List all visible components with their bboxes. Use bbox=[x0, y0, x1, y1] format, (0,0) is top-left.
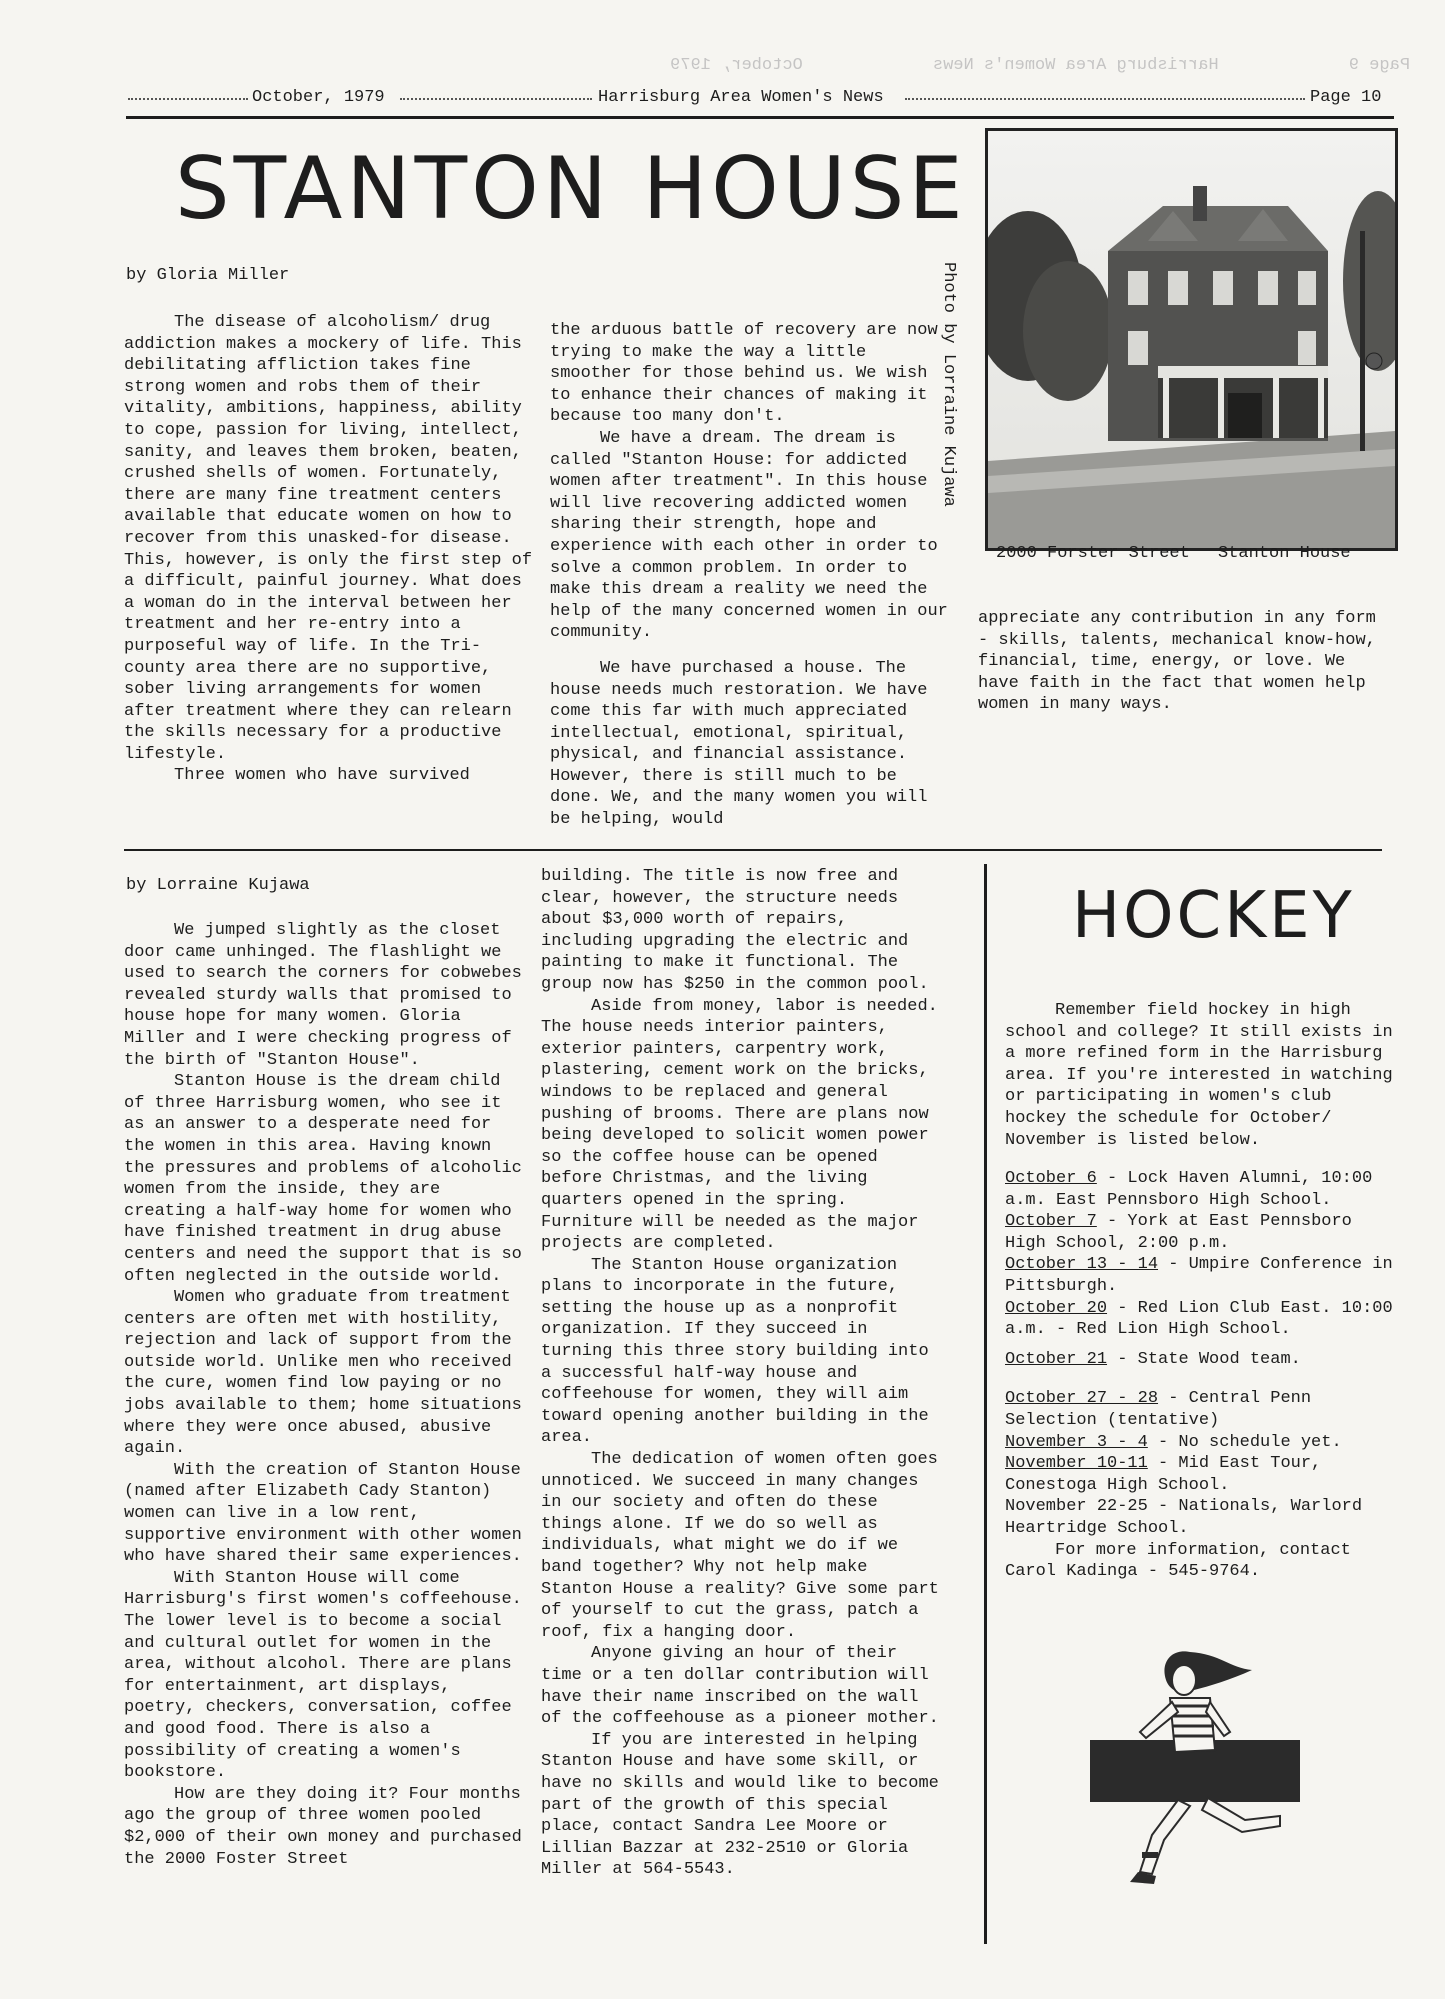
schedule-date: October 20 bbox=[1005, 1298, 1108, 1318]
schedule-detail: - Mid East Tour, Conestoga High School. bbox=[1005, 1454, 1322, 1495]
paragraph: Anyone giving an hour of their time or a ten dollar contribution will have their name inscribed on the wall of the coffeehouse as a pioneer mother. bbox=[541, 1644, 939, 1729]
stanton-house-photo bbox=[985, 128, 1398, 551]
stanton-column-2 bbox=[550, 320, 950, 831]
photo-caption-address: 2000 Forster Street bbox=[996, 544, 1190, 563]
hockey-player-illustration bbox=[1080, 1640, 1310, 1890]
schedule-date: November 22-25 bbox=[1005, 1497, 1148, 1517]
kujawa-column-2 bbox=[541, 866, 946, 1881]
schedule-date: November 3 - 4 bbox=[1005, 1432, 1148, 1452]
schedule-date: October 13 - 14 bbox=[1005, 1255, 1159, 1275]
schedule-detail: - Umpire Conference in Pittsburgh. bbox=[1005, 1255, 1393, 1296]
kujawa-column-1 bbox=[124, 920, 524, 1870]
publication-name: Harrisburg Area Women's News bbox=[598, 88, 884, 107]
paragraph: We jumped slightly as the closet door came unhinged. The flashlight we used to search the corners for cobwebes revealed sturdy walls that promised to house hope for many women. Gloria Miller and I were checking progress of the birth of "Stanton House". bbox=[124, 921, 522, 1070]
issue-date: October, 1979 bbox=[252, 88, 385, 107]
stanton-byline: by Gloria Miller bbox=[126, 266, 290, 285]
stanton-column-3 bbox=[978, 608, 1378, 716]
kujawa-byline: by Lorraine Kujawa bbox=[126, 876, 310, 895]
paragraph: Women who graduate from treatment centers are often met with hostility, rejection and lack of support from the outside world. Unlike men who received the cure, women find low paying or no jobs available to them; home situations where they were once abused, abusive again. bbox=[124, 1288, 522, 1459]
schedule-item bbox=[1005, 1496, 1400, 1539]
header-leader-mid bbox=[400, 98, 592, 100]
schedule-date: October 21 bbox=[1005, 1349, 1108, 1369]
paragraph: The Stanton House organization plans to incorporate in the future, setting the house up as a nonprofit organization. If they succeed in turning this three story building into a successful half-way house and coffeehouse for women, they will aim toward opening another building in the area. bbox=[541, 1255, 929, 1448]
paragraph: Stanton House is the dream child of three Harrisburg women, who see it as an answer to a desperate need for the women in this area. Having known the pressures and problems of alcoholic women from the inside, they are creating a half-way home for women who have finished treatment in drug abuse centers and need the support that is so often neglected in the outside world. bbox=[124, 1072, 522, 1286]
schedule-item bbox=[1005, 1211, 1400, 1254]
schedule-item bbox=[1005, 1168, 1400, 1211]
bleed-publication: Harrisburg Area Women's News bbox=[932, 56, 1219, 75]
hockey-title: HOCKEY bbox=[1072, 879, 1355, 953]
photo-caption-title: Stanton House bbox=[1218, 544, 1351, 563]
schedule-item bbox=[1005, 1388, 1400, 1431]
schedule-item bbox=[1005, 1298, 1400, 1341]
schedule-detail: - State Wood team. bbox=[1107, 1349, 1301, 1369]
hockey-column-rule bbox=[984, 864, 987, 1944]
stanton-house-title: STANTON HOUSE bbox=[175, 139, 967, 239]
schedule-item bbox=[1005, 1254, 1400, 1297]
schedule-date: October 6 bbox=[1005, 1169, 1097, 1188]
paragraph: With the creation of Stanton House (named after Elizabeth Cady Stanton) women can live in a low rent, supportive environment with other women who have shared their same experiences. bbox=[124, 1460, 522, 1567]
schedule-item bbox=[1005, 1349, 1400, 1371]
header-leader-left bbox=[128, 98, 248, 100]
schedule-detail: - Red Lion Club East. 10:00 a.m. - Red Lion High School. bbox=[1005, 1298, 1393, 1340]
schedule-item bbox=[1005, 1453, 1400, 1496]
schedule-detail: - Central Penn Selection (tentative) bbox=[1005, 1389, 1312, 1430]
paragraph: Remember field hockey in high school and college? It still exists in a more refined form in the Harrisburg area. If you're interested in watching or participating in women's club hockey the schedule for October/ November is listed below. bbox=[1005, 1001, 1393, 1150]
bleed-date: October, 1979 bbox=[670, 56, 803, 75]
schedule-date: November 10-11 bbox=[1005, 1454, 1148, 1474]
paragraph: We have a dream. The dream is called "Stanton House: for addicted women after treatment". In this house will live recovering addicted women sharing their strength, hope and experience with each other in order to solve a common problem. In order to make this dream a reality we need the help of the many concerned women in our community. bbox=[550, 428, 948, 643]
paragraph: Aside from money, labor is needed. The house needs interior painters, exterior painters, carpentry work, plastering, cement work on the bricks, windows to be replaced and general pushing of brooms. There are plans now being developed to solicit women power so the coffee house can be opened before Christmas, and the living quarters opened in the spring. Furniture will be needed as the major projects are completed. bbox=[541, 996, 938, 1254]
house-photo-image bbox=[988, 131, 1395, 548]
schedule-detail: - York at East Pennsboro High School, 2:00 p.m. bbox=[1005, 1212, 1352, 1253]
schedule-item bbox=[1005, 1432, 1400, 1454]
bleed-page: Page 9 bbox=[1348, 56, 1410, 75]
schedule-detail: - No schedule yet. bbox=[1147, 1432, 1342, 1452]
paragraph: The dedication of women often goes unnoticed. We succeed in many changes in our society and often do these things alone. If we do so well as individuals, what might we do if we band together? Why not help make Stanton House a reality? Give some part of yourself to cut the grass, patch a roof, fix a hanging door. bbox=[541, 1450, 939, 1642]
paragraph: If you are interested in helping Stanton House and have some skill, or have no skills and would like to become part of the growth of this special place, contact Sandra Lee Moore or Lillian Bazzar at 232-2510 or Gloria Miller at 564-5543. bbox=[541, 1730, 939, 1880]
paragraph: How are they doing it? Four months ago the group of three women pooled $2,000 of their own money and purchased the 2000 Foster Street bbox=[124, 1784, 522, 1869]
header-leader-right bbox=[905, 98, 1305, 100]
paragraph: building. The title is now free and clear, however, the structure needs about $3,000 worth of repairs, including upgrading the electric and painting to make it functional. The group now has $250 in the common pool. bbox=[541, 867, 929, 994]
hockey-intro bbox=[1005, 1000, 1400, 1151]
paragraph: With Stanton House will come Harrisburg's first women's coffeehouse. The lower level is to become a social and cultural outlet for women in the area, without alcohol. There are plans for entertainment, art displays, poetry, checkers, conversation, coffee and good food. There is also a possibility of creating a women's bookstore. bbox=[124, 1568, 522, 1783]
paragraph: We have purchased a house. The house needs much restoration. We have come this far with much appreciated intellectual, emotional, spiritual, physical, and financial assistance. However, there is still much to be done. We, and the many women you will be helping, would bbox=[550, 658, 928, 830]
stanton-column-1 bbox=[124, 312, 534, 787]
bleed-through-header bbox=[210, 56, 1410, 75]
schedule-date: October 27 - 28 bbox=[1005, 1389, 1159, 1409]
hockey-schedule bbox=[1005, 1168, 1400, 1583]
hockey-contact: For more information, contact Carol Kadinga - 545-9764. bbox=[1005, 1540, 1351, 1582]
schedule-date: October 7 bbox=[1005, 1212, 1097, 1232]
schedule-detail: - Lock Haven Alumni, 10:00 a.m. East Pennsboro High School. bbox=[1005, 1169, 1373, 1210]
page-number: Page 10 bbox=[1310, 88, 1382, 107]
header-rule bbox=[126, 116, 1394, 119]
paragraph: appreciate any contribution in any form - skills, talents, mechanical know-how, financial, time, energy, or love. We have faith in the fact that women help women in many ways. bbox=[978, 609, 1376, 715]
photo-credit: Photo by Lorraine Kujawa bbox=[939, 262, 958, 507]
paragraph: Three women who have survived bbox=[174, 766, 470, 786]
section-divider bbox=[124, 849, 1382, 851]
schedule-detail: - Nationals, Warlord Heartridge School. bbox=[1005, 1497, 1363, 1538]
paragraph: the arduous battle of recovery are now trying to make the way a little smoother for those behind us. We wish to enhance their chances of making it because too many don't. bbox=[550, 321, 938, 427]
paragraph: The disease of alcoholism/ drug addiction makes a mockery of life. This debilitating affliction takes fine strong women and robs them of their vitality, ambitions, happiness, ability to cope, passion for living, intellect, sanity, and leaves them broken, beaten, crushed shells of women. Fortunately, there are many fine treatment centers available that educate women on how to recover from this unasked-for disease. This, however, is only the first step of a difficult, painful journey. What does a woman do in the interval between her treatment and her re-entry into a purposeful way of life. In the Tri-county area there are no supportive, sober living arrangements for women after treatment where they can relearn the skills necessary for a productive lifestyle. bbox=[124, 313, 533, 764]
